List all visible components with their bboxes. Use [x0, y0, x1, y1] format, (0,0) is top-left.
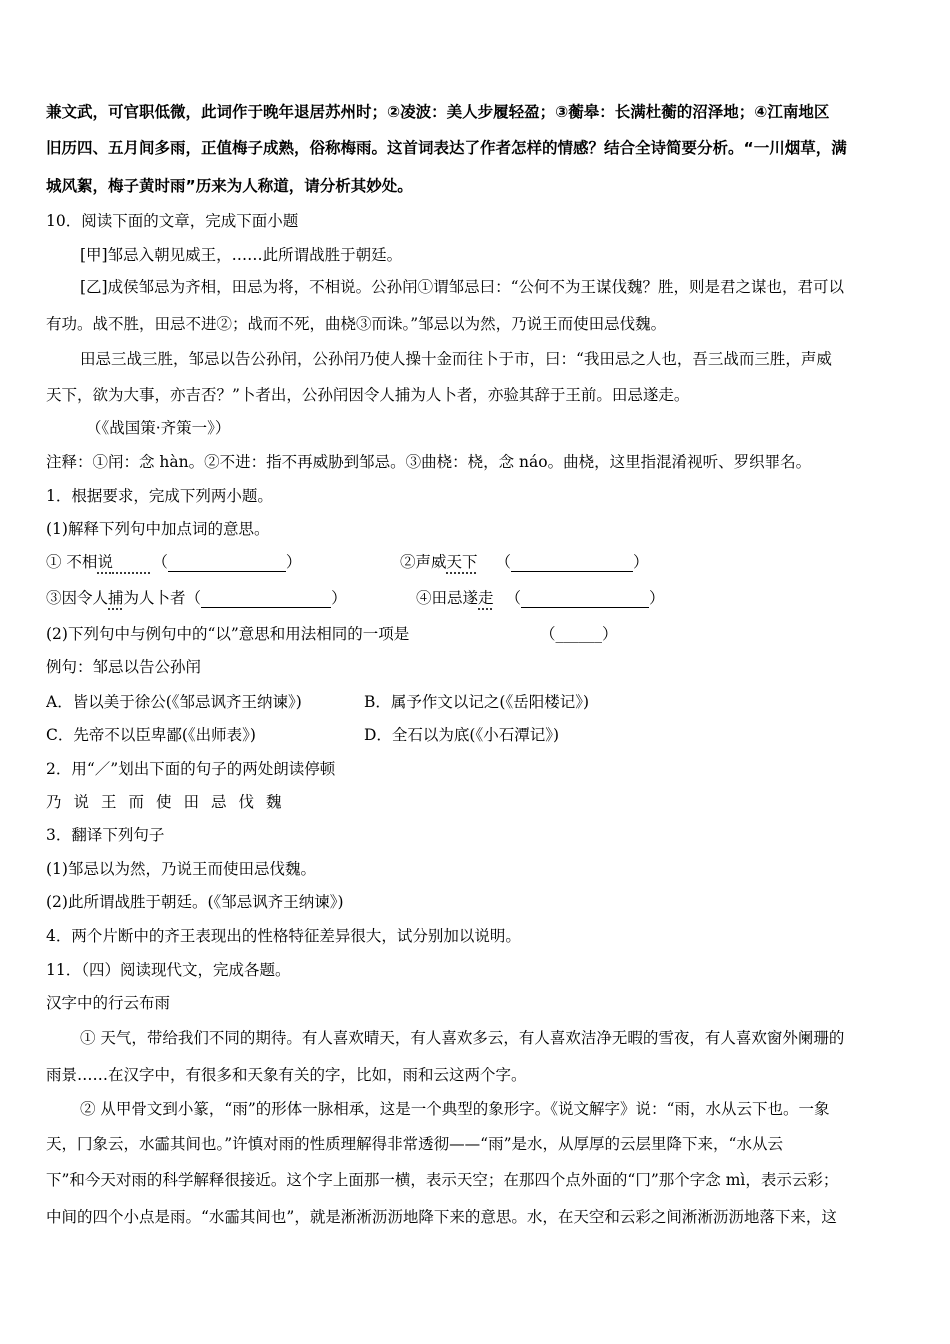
- intro-line-1: 兼文武，可官职低微，此词作于晚年退居苏州时；②凌波：美人步履轻盈；③蘅皋：长满杜蘅的沼泽地；④江南地区: [46, 103, 830, 121]
- dotted-word: 捕: [108, 589, 124, 607]
- q10-sub1-part2: (2)下列句中与例句中的“以”意思和用法相同的一项是 （______）: [46, 625, 618, 643]
- q11-p2-line-1: ② 从甲骨文到小篆，“雨”的形体一脉相承，这是一个典型的象形字。《说文解字》说：“雨，水从云下也。一象: [80, 1100, 830, 1118]
- q10-yi-line-1: [乙]成侯邹忌为齐相，田忌为将，不相说。公孙闬①谓邹忌曰：“公何不为王谋伐魏？胜，则是君之谋也，君可以: [80, 278, 845, 296]
- intro-line-2: 旧历四、五月间多雨，正值梅子成熟，俗称梅雨。这首词表达了作者怎样的情感？结合全诗简要分析。“一川烟草，满: [46, 139, 847, 157]
- word-item-2: ②声威天下 （ ）: [400, 553, 649, 571]
- q10-p3-line-1: 田忌三战三胜，邹忌以告公孙闬，公孙闬乃使人操十金而往卜于市，曰：“我田忌之人也，吾三战而三胜，声威: [80, 350, 832, 368]
- example-sentence: 例句：邹忌以告公孙闬: [46, 658, 202, 676]
- q10-sub2-sentence[interactable]: 乃说王而使田忌伐魏: [46, 793, 294, 811]
- q10-sub4: 4．两个片断中的齐王表现出的性格特征差异很大，试分别加以说明。: [46, 927, 521, 945]
- q10-p3-line-2: 天下，欲为大事，亦吉否？”卜者出，公孙闬因令人捕为人卜者，亦验其辞于王前。田忌遂走。: [46, 386, 690, 404]
- options-row-2: [46, 718, 906, 752]
- q10-yi-line-2: 有功。战不胜，田忌不进②；战而不死，曲桡③而诛。”邹忌以为然，乃说王而使田忌伐魏。: [46, 315, 667, 333]
- word-item-row-1: [46, 545, 906, 579]
- q11-p2-line-2: 天，冂象云，水霝其间也。”许慎对雨的性质理解得非常透彻——“雨”是水，从厚厚的云层里降下来，“水从云: [46, 1135, 783, 1153]
- dotted-word: 说: [97, 553, 113, 571]
- q10-sub3-item-2: (2)此所谓战胜于朝廷。(《邹忌讽齐王纳谏》): [46, 893, 344, 911]
- q10-source: （《战国策·齐策一》）: [86, 419, 231, 437]
- q10-jia-text: [甲]邹忌入朝见威王，……此所谓战胜于朝廷。: [80, 246, 403, 264]
- q11-heading: 11．（四）阅读现代文，完成各题。: [46, 961, 291, 979]
- intro-line-3: 城风絮，梅子黄时雨”历来为人称道，请分析其妙处。: [46, 177, 413, 195]
- q11-article-title: 汉字中的行云布雨: [46, 994, 171, 1012]
- options-row-1: [46, 685, 906, 719]
- word-item-3: ③因令人捕为人卜者（ ）: [46, 589, 347, 607]
- q11-p1-line-2: 雨景……在汉字中，有很多和天象有关的字，比如，雨和云这两个字。: [46, 1066, 527, 1084]
- answer-blank-3[interactable]: [201, 591, 331, 608]
- answer-blank-4[interactable]: [521, 591, 649, 608]
- q10-notes: 注释：①闬：念 hàn。②不进：指不再威胁到邹忌。③曲桡：桡，念 náo。曲桡，这里指混淆视听、罗织罪名。: [46, 453, 812, 471]
- word-item-row-2: [46, 581, 906, 615]
- option-c[interactable]: C．先帝不以臣卑鄙(《出师表》): [46, 726, 256, 744]
- q10-sub1-part1: (1)解释下列句中加点词的意思。: [46, 520, 270, 538]
- answer-paren[interactable]: （______）: [540, 625, 618, 643]
- option-d[interactable]: D．全石以为底(《小石潭记》): [364, 726, 560, 744]
- q10-sub2-heading: 2．用“／”划出下面的句子的两处朗读停顿: [46, 760, 336, 778]
- q10-sub3-item-1: (1)邹忌以为然，乃说王而使田忌伐魏。: [46, 860, 316, 878]
- q11-p2-line-3: 下”和今天对雨的科学解释很接近。这个字上面那一横，表示天空；在那四个点外面的“冂”那个字念 mì，表示云彩；: [46, 1171, 839, 1189]
- dotted-word: 走: [478, 589, 494, 607]
- q11-p1-line-1: ① 天气，带给我们不同的期待。有人喜欢晴天，有人喜欢多云，有人喜欢洁净无暇的雪夜，有人喜欢窗外阑珊的: [80, 1029, 845, 1047]
- q11-p2-line-4: 中间的四个小点是雨。“水霝其间也”，就是淅淅沥沥地降下来的意思。水，在天空和云彩之间淅淅沥沥地落下来，这: [46, 1208, 837, 1226]
- option-b[interactable]: B．属予作文以记之(《岳阳楼记》): [364, 693, 589, 711]
- q10-heading: 10．阅读下面的文章，完成下面小题: [46, 212, 299, 230]
- q10-sub1-heading: 1．根据要求，完成下列两小题。: [46, 487, 273, 505]
- word-item-4: ④田忌遂走 （ ）: [416, 589, 665, 607]
- q10-sub3-heading: 3．翻译下列句子: [46, 826, 165, 844]
- dotted-word: 天下: [446, 553, 478, 571]
- answer-blank-1[interactable]: [168, 555, 286, 572]
- option-a[interactable]: A．皆以美于徐公(《邹忌讽齐王纳谏》): [46, 693, 302, 711]
- answer-blank-2[interactable]: [511, 555, 633, 572]
- word-item-1: ① 不相说 （ ）: [46, 553, 302, 571]
